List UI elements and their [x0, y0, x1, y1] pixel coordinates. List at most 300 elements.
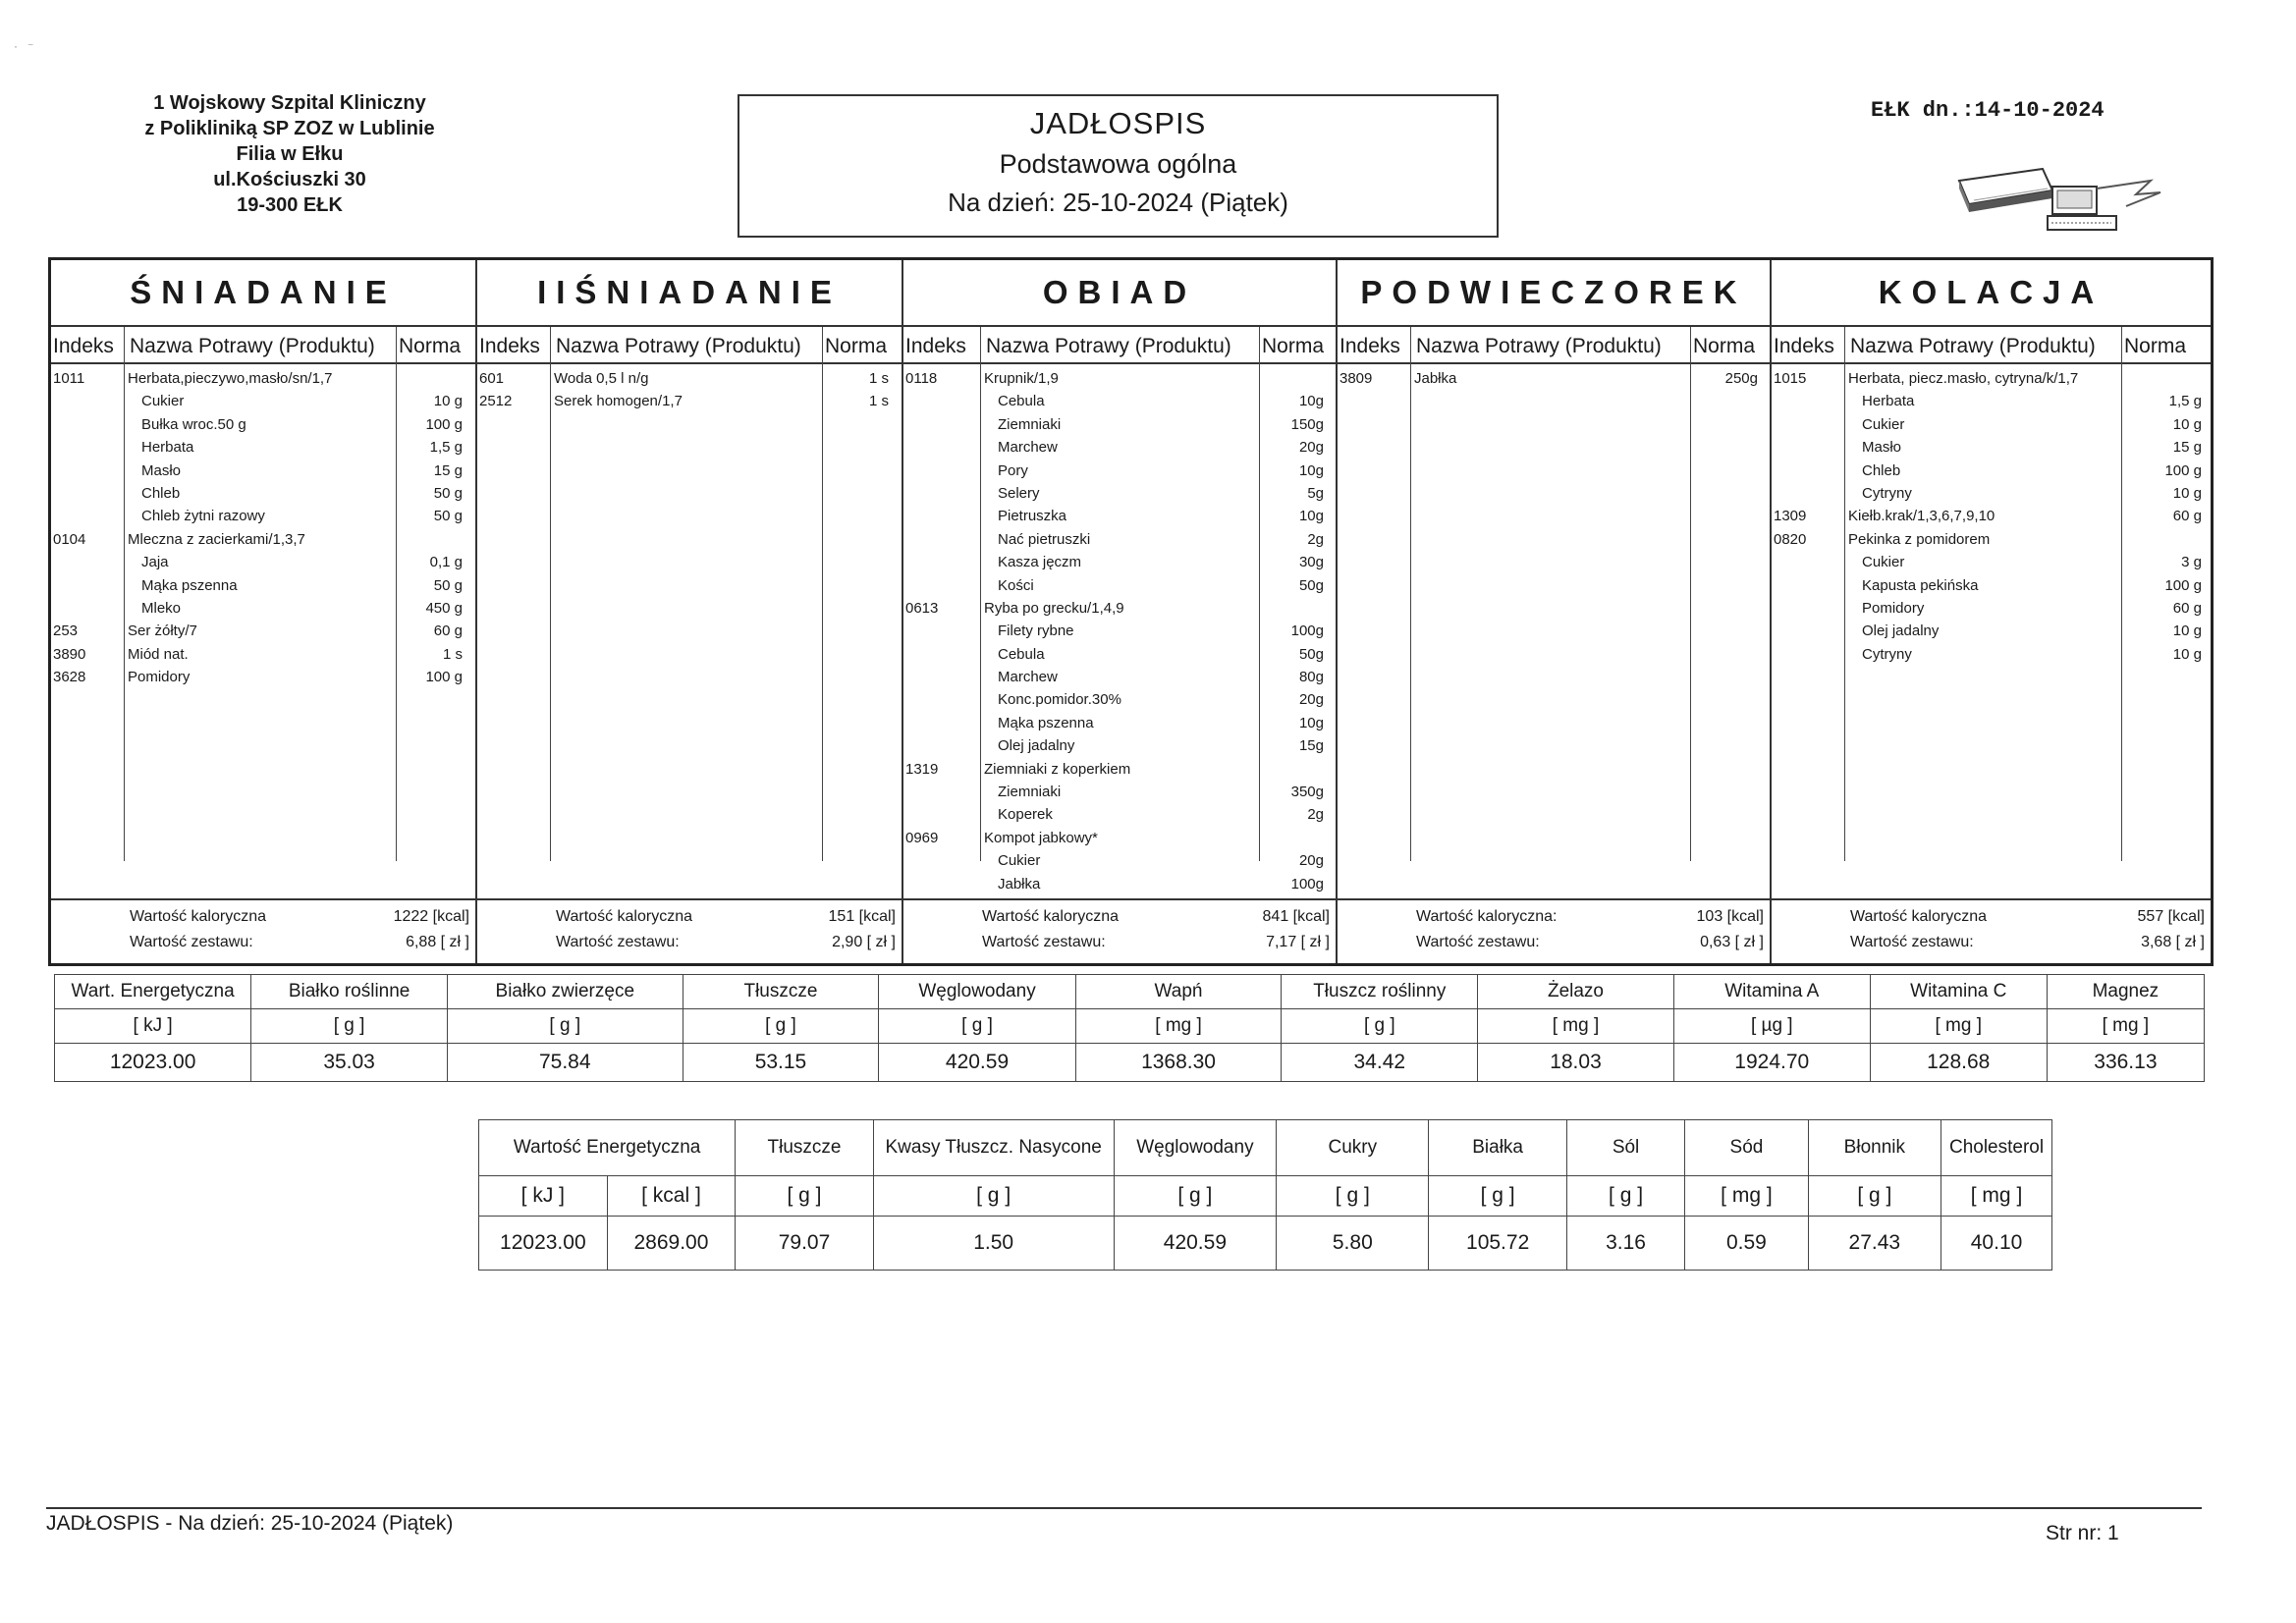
meal-items: [903, 368, 1336, 896]
table-row: [903, 667, 1336, 689]
column-headers: [477, 327, 902, 364]
item-norm: 100g: [1290, 622, 1324, 640]
item-norm: 350g: [1290, 784, 1324, 801]
nutrient-header: Białka: [1429, 1120, 1566, 1176]
nutrient-value: 27.43: [1808, 1217, 1941, 1271]
item-index: 0613: [905, 599, 939, 617]
meal-column: [1338, 260, 1772, 963]
table-row: [1772, 437, 2211, 460]
table-row: [903, 689, 1336, 712]
item-name: Pory: [998, 461, 1028, 479]
table-row: [477, 391, 902, 413]
table-row: [903, 621, 1336, 643]
meal-column: [477, 260, 903, 963]
table-row: [1772, 621, 2211, 643]
item-name: Pomidory: [128, 669, 191, 686]
table-row: [903, 804, 1336, 827]
column-headers: [903, 327, 1336, 364]
item-norm: 20g: [1298, 439, 1324, 457]
item-name: Olej jadalny: [1862, 622, 1940, 640]
table-row: [903, 529, 1336, 552]
cost-value: 2,90 [ zł ]: [832, 934, 896, 950]
item-norm: 50g: [1298, 576, 1324, 594]
table-row: [1772, 529, 2211, 552]
item-index: 0118: [905, 370, 938, 387]
nutrient-header: Wart. Energetyczna: [55, 975, 251, 1009]
item-norm: 1 s: [868, 393, 889, 410]
menu-table: [48, 257, 2214, 966]
item-name: Nać pietruszki: [998, 530, 1091, 548]
item-norm: 50 g: [433, 576, 463, 594]
item-norm: 50g: [1298, 645, 1324, 663]
item-name: Jabłka: [1414, 370, 1457, 387]
item-name: Konc.pomidor.30%: [998, 691, 1121, 709]
nutrient-header: Sód: [1685, 1120, 1808, 1176]
nutrient-unit: [ g ]: [683, 1009, 879, 1044]
item-norm: 10 g: [433, 393, 463, 410]
table-row: [51, 552, 475, 574]
nutrient-unit: [ g ]: [736, 1176, 874, 1217]
meal-summary: [1772, 898, 2211, 963]
table-row: [903, 414, 1336, 437]
item-norm: 15 g: [433, 461, 463, 479]
item-norm: 250g: [1724, 370, 1758, 387]
nutrient-header: Wartość Energetyczna: [479, 1120, 736, 1176]
column-header-norm: Norma: [825, 335, 888, 357]
item-norm: 10 g: [2172, 645, 2202, 663]
table-header-row: [55, 975, 2205, 1009]
cost-label: Wartość zestawu:: [1416, 934, 1540, 950]
table-row: [1772, 644, 2211, 667]
meal-items: [51, 368, 475, 689]
item-norm: 10 g: [2172, 622, 2202, 640]
item-norm: 100 g: [2164, 576, 2202, 594]
item-index: 2512: [479, 393, 513, 410]
item-name: Bułka wroc.50 g: [141, 415, 246, 433]
item-norm: 20g: [1298, 852, 1324, 870]
item-norm: 10g: [1298, 461, 1324, 479]
item-norm: 1 s: [442, 645, 463, 663]
hospital-line: 19-300 EŁK: [237, 194, 343, 216]
meal-summary: [903, 898, 1336, 963]
table-row: [1772, 414, 2211, 437]
nutrient-header: Witamina C: [1870, 975, 2047, 1009]
table-row: [903, 850, 1336, 873]
nutrient-value: 420.59: [1114, 1217, 1277, 1271]
nutrient-header: Kwasy Tłuszcz. Nasycone: [873, 1120, 1114, 1176]
meal-column: [903, 260, 1338, 963]
table-header-row: [479, 1120, 2052, 1176]
item-norm: 3 g: [2181, 554, 2202, 571]
hospital-address: [98, 90, 481, 218]
scan-artifact: · ⁻: [14, 39, 34, 53]
item-index: 253: [53, 622, 79, 640]
nutrient-unit: [ mg ]: [1941, 1176, 2052, 1217]
nutrient-value: 0.59: [1685, 1217, 1808, 1271]
item-name: Serek homogen/1,7: [554, 393, 683, 410]
table-row: [51, 598, 475, 621]
column-header-name: Nazwa Potrawy (Produktu): [986, 335, 1231, 357]
nutrient-unit: [ g ]: [447, 1009, 683, 1044]
meal-items: [1772, 368, 2211, 667]
item-norm: 30g: [1298, 554, 1324, 571]
item-index: 3809: [1339, 370, 1373, 387]
column-header-index: Indeks: [479, 335, 540, 357]
cost-value: 3,68 [ zł ]: [2141, 934, 2205, 950]
item-name: Kości: [998, 576, 1034, 594]
nutrient-header: Białko roślinne: [251, 975, 448, 1009]
item-name: Herbata,pieczywo,masło/sn/1,7: [128, 370, 333, 387]
nutrient-value: 34.42: [1282, 1044, 1478, 1082]
column-headers: [1772, 327, 2211, 364]
table-row: [51, 644, 475, 667]
item-name: Mleko: [141, 599, 182, 617]
item-name: Cukier: [998, 852, 1041, 870]
page-title: JADŁOSPIS: [1029, 106, 1207, 140]
column-header-name: Nazwa Potrawy (Produktu): [556, 335, 801, 357]
kcal-value: 103 [kcal]: [1696, 908, 1764, 925]
cost-value: 0,63 [ zł ]: [1700, 934, 1764, 950]
nutrient-unit: [ g ]: [1566, 1176, 1684, 1217]
table-row: [1772, 483, 2211, 506]
nutrient-header: Białko zwierzęce: [447, 975, 683, 1009]
meal-title: KOLACJA: [1772, 260, 2211, 327]
cost-label: Wartość zestawu:: [556, 934, 680, 950]
item-name: Filety rybne: [998, 622, 1074, 640]
nutrient-header: Cukry: [1277, 1120, 1429, 1176]
nutrient-unit: [ mg ]: [1685, 1176, 1808, 1217]
item-norm: 15g: [1298, 737, 1324, 755]
item-index: 601: [479, 370, 505, 387]
nutrition-label-table: [478, 1119, 2052, 1271]
item-name: Cebula: [998, 393, 1045, 410]
item-name: Miód nat.: [128, 645, 189, 663]
hospital-line: Filia w Ełku: [236, 143, 344, 165]
nutrient-unit: [ kcal ]: [607, 1176, 736, 1217]
kcal-label: Wartość kaloryczna: [1850, 908, 1987, 925]
table-units-row: [55, 1009, 2205, 1044]
meal-column: [51, 260, 477, 963]
item-norm: 0,1 g: [429, 554, 463, 571]
table-row: [51, 368, 475, 391]
item-norm: 10g: [1298, 508, 1324, 525]
item-norm: 60 g: [2172, 599, 2202, 617]
nutrition-summary-table: [54, 974, 2205, 1082]
nutrient-value: 53.15: [683, 1044, 879, 1082]
item-name: Ser żółty/7: [128, 622, 197, 640]
table-row: [1772, 506, 2211, 528]
item-name: Kapusta pekińska: [1862, 576, 1979, 594]
table-row: [51, 460, 475, 483]
table-row: [903, 391, 1336, 413]
table-row: [903, 575, 1336, 598]
item-name: Ziemniaki z koperkiem: [984, 760, 1131, 778]
nutrient-value: 128.68: [1870, 1044, 2047, 1082]
hospital-line: ul.Kościuszki 30: [213, 169, 366, 190]
nutrient-value: 336.13: [2047, 1044, 2204, 1082]
item-norm: 2g: [1307, 806, 1324, 824]
nutrient-header: Żelazo: [1478, 975, 1674, 1009]
meal-items: [477, 368, 902, 414]
item-name: Chleb żytni razowy: [141, 508, 265, 525]
meal-items: [1338, 368, 1770, 391]
table-row: [1772, 598, 2211, 621]
table-row: [51, 483, 475, 506]
kcal-value: 151 [kcal]: [828, 908, 896, 925]
table-row: [903, 644, 1336, 667]
meal-title: PODWIECZOREK: [1338, 260, 1770, 327]
item-name: Pekinka z pomidorem: [1848, 530, 1991, 548]
item-norm: 2g: [1307, 530, 1324, 548]
item-name: Mąka pszenna: [998, 714, 1094, 731]
item-name: Koperek: [998, 806, 1053, 824]
nutrient-unit: [ kJ ]: [55, 1009, 251, 1044]
item-name: Cytryny: [1862, 484, 1912, 502]
item-name: Woda 0,5 l n/g: [554, 370, 649, 387]
item-norm: 50 g: [433, 484, 463, 502]
nutrient-header: Tłuszcze: [736, 1120, 874, 1176]
column-header-name: Nazwa Potrawy (Produktu): [1416, 335, 1662, 357]
meal-summary: [1338, 898, 1770, 963]
table-row: [903, 483, 1336, 506]
nutrient-value: 5.80: [1277, 1217, 1429, 1271]
column-divider: [1410, 327, 1411, 861]
item-name: Cebula: [998, 645, 1045, 663]
table-values-row: [55, 1044, 2205, 1082]
item-name: Selery: [998, 484, 1040, 502]
column-header-index: Indeks: [1774, 335, 1834, 357]
item-norm: 100 g: [425, 415, 463, 433]
column-headers: [1338, 327, 1770, 364]
meal-title: IIŚNIADANIE: [477, 260, 902, 327]
item-norm: 450 g: [425, 599, 463, 617]
item-norm: 10 g: [2172, 415, 2202, 433]
nutrient-header: Cholesterol: [1941, 1120, 2052, 1176]
item-name: Marchew: [998, 669, 1058, 686]
cost-value: 6,88 [ zł ]: [406, 934, 469, 950]
item-name: Mąka pszenna: [141, 576, 238, 594]
item-name: Herbata: [1862, 393, 1915, 410]
nutrient-value: 1368.30: [1075, 1044, 1282, 1082]
item-name: Olej jadalny: [998, 737, 1075, 755]
nutrient-header: Błonnik: [1808, 1120, 1941, 1176]
title-box: [738, 94, 1499, 238]
meal-title: OBIAD: [903, 260, 1336, 327]
meal-title: ŚNIADANIE: [51, 260, 475, 327]
nutrient-header: Sól: [1566, 1120, 1684, 1176]
item-norm: 1,5 g: [2168, 393, 2202, 410]
nutrient-value: 18.03: [1478, 1044, 1674, 1082]
table-row: [903, 759, 1336, 782]
table-row: [51, 414, 475, 437]
nutrient-value: 1924.70: [1673, 1044, 1870, 1082]
item-name: Cukier: [1862, 554, 1905, 571]
item-index: 1011: [53, 370, 85, 387]
item-index: 1015: [1774, 370, 1807, 387]
item-name: Jabłka: [998, 875, 1041, 893]
kcal-label: Wartość kaloryczna: [130, 908, 266, 925]
column-headers: [51, 327, 475, 364]
table-row: [1772, 552, 2211, 574]
nutrient-header: Wapń: [1075, 975, 1282, 1009]
table-units-row: [479, 1176, 2052, 1217]
cost-label: Wartość zestawu:: [982, 934, 1106, 950]
footer-text: JADŁOSPIS - Na dzień: 25-10-2024 (Piątek): [46, 1512, 454, 1535]
item-norm: 60 g: [433, 622, 463, 640]
nutrient-unit: [ mg ]: [1075, 1009, 1282, 1044]
item-name: Chleb: [1862, 461, 1901, 479]
cost-value: 7,17 [ zł ]: [1266, 934, 1330, 950]
nutrient-unit: [ g ]: [1808, 1176, 1941, 1217]
meal-summary: [51, 898, 475, 963]
table-row: [1772, 460, 2211, 483]
table-row: [1772, 368, 2211, 391]
item-name: Kasza jęczm: [998, 554, 1082, 571]
table-row: [1772, 575, 2211, 598]
table-row: [51, 437, 475, 460]
column-header-norm: Norma: [1693, 335, 1756, 357]
item-name: Ryba po grecku/1,4,9: [984, 599, 1124, 617]
item-index: 0104: [53, 530, 86, 548]
item-norm: 10 g: [2172, 484, 2202, 502]
nutrient-unit: [ mg ]: [2047, 1009, 2204, 1044]
menu-type: Podstawowa ogólna: [999, 149, 1237, 179]
column-header-norm: Norma: [399, 335, 462, 357]
item-norm: 1,5 g: [429, 439, 463, 457]
table-row: [903, 506, 1336, 528]
nutrient-value: 3.16: [1566, 1217, 1684, 1271]
nutrient-value: 79.07: [736, 1217, 874, 1271]
table-row: [903, 368, 1336, 391]
kcal-value: 1222 [kcal]: [393, 908, 469, 925]
table-row: [903, 460, 1336, 483]
column-header-norm: Norma: [2124, 335, 2187, 357]
item-name: Cukier: [1862, 415, 1905, 433]
table-row: [903, 598, 1336, 621]
item-norm: 20g: [1298, 691, 1324, 709]
nutrient-unit: [ mg ]: [1478, 1009, 1674, 1044]
column-header-index: Indeks: [905, 335, 966, 357]
nutrient-unit: [ kJ ]: [479, 1176, 608, 1217]
book-computer-logo: [1949, 159, 2175, 247]
nutrient-unit: [ g ]: [251, 1009, 448, 1044]
item-norm: 10g: [1298, 714, 1324, 731]
item-name: Cukier: [141, 393, 185, 410]
item-norm: 60 g: [2172, 508, 2202, 525]
kcal-label: Wartość kaloryczna: [982, 908, 1119, 925]
nutrient-unit: [ g ]: [1114, 1176, 1277, 1217]
table-row: [51, 621, 475, 643]
table-values-row: [479, 1217, 2052, 1271]
item-name: Mleczna z zacierkami/1,3,7: [128, 530, 305, 548]
nutrient-value: 35.03: [251, 1044, 448, 1082]
footer-divider: [46, 1507, 2202, 1509]
hospital-line: 1 Wojskowy Szpital Kliniczny: [153, 92, 426, 114]
column-header-name: Nazwa Potrawy (Produktu): [130, 335, 375, 357]
table-row: [1772, 391, 2211, 413]
table-row: [51, 391, 475, 413]
item-norm: 100g: [1290, 875, 1324, 893]
table-row: [903, 713, 1336, 735]
nutrient-unit: [ g ]: [1277, 1176, 1429, 1217]
column-header-name: Nazwa Potrawy (Produktu): [1850, 335, 2096, 357]
item-norm: 80g: [1298, 669, 1324, 686]
page-number: Str nr: 1: [2046, 1522, 2119, 1544]
item-norm: 100 g: [425, 669, 463, 686]
table-row: [477, 368, 902, 391]
kcal-value: 557 [kcal]: [2137, 908, 2205, 925]
item-index: 1319: [905, 760, 939, 778]
item-name: Cytryny: [1862, 645, 1912, 663]
item-name: Pietruszka: [998, 508, 1067, 525]
item-name: Herbata, piecz.masło, cytryna/k/1,7: [1848, 370, 2079, 387]
meal-summary: [477, 898, 902, 963]
item-norm: 1 s: [868, 370, 889, 387]
cost-label: Wartość zestawu:: [1850, 934, 1974, 950]
nutrient-value: 2869.00: [607, 1217, 736, 1271]
item-name: Kompot jabkowy*: [984, 829, 1098, 846]
table-row: [51, 506, 475, 528]
item-name: Jaja: [141, 554, 169, 571]
item-index: 3628: [53, 669, 86, 686]
table-row: [51, 667, 475, 689]
item-index: 1309: [1774, 508, 1807, 525]
table-row: [903, 874, 1336, 896]
nutrient-value: 420.59: [879, 1044, 1075, 1082]
nutrient-header: Witamina A: [1673, 975, 1870, 1009]
nutrient-unit: [ g ]: [1282, 1009, 1478, 1044]
item-index: 3890: [53, 645, 86, 663]
kcal-label: Wartość kaloryczna: [556, 908, 692, 925]
kcal-value: 841 [kcal]: [1262, 908, 1330, 925]
item-index: 0820: [1774, 530, 1807, 548]
item-name: Krupnik/1,9: [984, 370, 1059, 387]
nutrient-unit: [ g ]: [879, 1009, 1075, 1044]
nutrient-value: 40.10: [1941, 1217, 2052, 1271]
nutrient-value: 12023.00: [55, 1044, 251, 1082]
nutrient-header: Tłuszcze: [683, 975, 879, 1009]
item-norm: 150g: [1290, 415, 1324, 433]
item-norm: 5g: [1307, 484, 1324, 502]
nutrient-unit: [ µg ]: [1673, 1009, 1870, 1044]
menu-date: Na dzień: 25-10-2024 (Piątek): [948, 188, 1288, 217]
item-name: Ziemniaki: [998, 784, 1062, 801]
nutrient-header: Węglowodany: [879, 975, 1075, 1009]
table-row: [51, 575, 475, 598]
meal-column: [1772, 260, 2211, 963]
nutrient-header: Tłuszcz roślinny: [1282, 975, 1478, 1009]
cost-label: Wartość zestawu:: [130, 934, 253, 950]
item-index: 0969: [905, 829, 939, 846]
table-row: [903, 828, 1336, 850]
table-row: [903, 552, 1336, 574]
column-divider: [1690, 327, 1691, 861]
item-name: Masło: [1862, 439, 1902, 457]
nutrient-value: 12023.00: [479, 1217, 608, 1271]
item-norm: 15 g: [2172, 439, 2202, 457]
nutrient-unit: [ g ]: [873, 1176, 1114, 1217]
hospital-line: z Polikliniką SP ZOZ w Lublinie: [144, 118, 435, 139]
nutrient-unit: [ mg ]: [1870, 1009, 2047, 1044]
nutrient-value: 105.72: [1429, 1217, 1566, 1271]
item-name: Pomidory: [1862, 599, 1925, 617]
nutrient-header: Węglowodany: [1114, 1120, 1277, 1176]
item-name: Herbata: [141, 439, 194, 457]
table-row: [903, 735, 1336, 758]
table-row: [1338, 368, 1770, 391]
table-row: [903, 782, 1336, 804]
column-header-index: Indeks: [1339, 335, 1400, 357]
